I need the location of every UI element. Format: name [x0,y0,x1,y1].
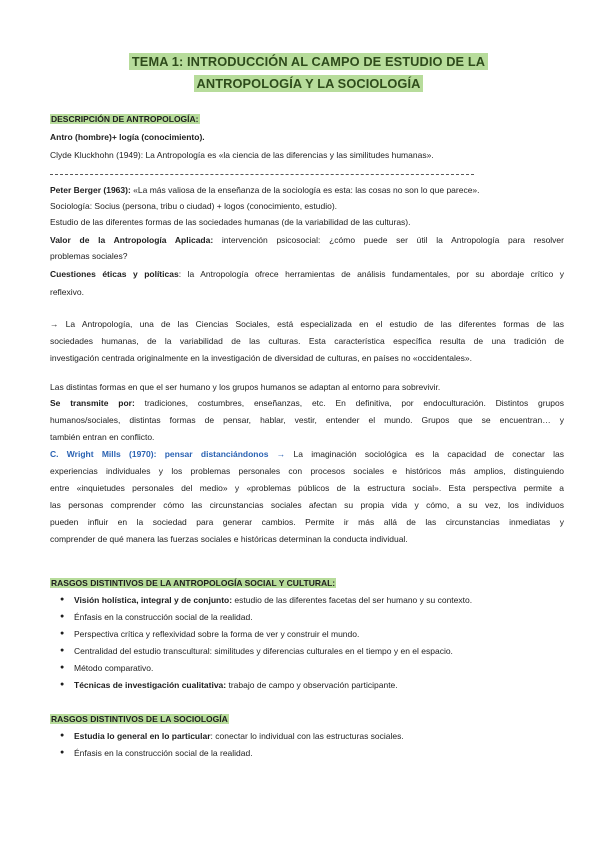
berger-quote: Peter Berger (1963): «La más valiosa de la enseñanza de la sociología es esta: las cosas no son lo que parece». [50,185,480,195]
title-line-1: TEMA 1: INTRODUCCIÓN AL CAMPO DE ESTUDIO DE LA [129,53,488,70]
para1-line-1: → La Antropología, una de las Ciencias Sociales, está especializada en el estudio de las diferentes formas de las [50,319,564,329]
mills-line-1: C. Wright Mills (1970): pensar distanciándonos → La imaginación sociológica es la capacidad de conectar las [50,449,564,459]
para1-line-3: investigación centrada originalmente en la investigación de diversidad de culturas, en países no «occidentales». [50,353,472,363]
para2-line-1: Las distintas formas en que el ser humano y los grupos humanos se adaptan al entorno para sobrevivir. [50,382,441,392]
list-item: ● Énfasis en la construcción social de la realidad. [74,747,564,759]
list-item: ● Método comparativo. [74,662,564,674]
list-item: ● Técnicas de investigación cualitativa: trabajo de campo y observación participante. [74,679,564,691]
valor-line-1: Valor de la Antropología Aplicada: intervención psicosocial: ¿cómo puede ser útil la Antropología para resolver [50,235,564,245]
page-title [108,51,509,95]
list-item: ● Énfasis en la construcción social de la realidad. [74,611,564,623]
section-heading-rasgos-antropologia: RASGOS DISTINTIVOS DE LA ANTROPOLOGÍA SOCIAL Y CULTURAL: [51,578,336,588]
list-item: ● Centralidad del estudio transcultural: similitudes y diferencias culturales en el tiempo y en el espacio. [74,645,564,657]
sociologia-etymology: Sociología: Socius (persona, tribu o ciudad) + logos (conocimiento, estudio). [50,201,338,211]
estudio-line: Estudio de las diferentes formas de las sociedades humanas (de la variabilidad de las culturas). [50,217,411,227]
mills-line-4: las personas comprender cómo las circunstancias sociales afectan su propia vida y cómo, a su vez, los individuos [50,500,564,510]
para2-line-4: también entran en conflicto. [50,432,155,442]
mills-line-6: comprender de qué manera las fuerzas sociales e históricas determinan la conducta individual. [50,534,408,544]
list-item: ● Visión holística, integral y de conjunto: estudio de las diferentes facetas del ser humano y su contexto. [74,594,564,606]
dashed-divider [50,174,474,175]
list-item: ● Perspectiva crítica y reflexividad sobre la forma de ver y construir el mundo. [74,628,564,640]
title-line-2: ANTROPOLOGÍA Y LA SOCIOLOGÍA [194,75,424,92]
list-item: ● Estudia lo general en lo particular: conectar lo individual con las estructuras sociales. [74,730,564,742]
section-heading-descripcion: DESCRIPCIÓN DE ANTROPOLOGÍA: [51,114,199,124]
valor-line-2: problemas sociales? [50,251,128,261]
mills-line-5: pueden influir en la sociedad para generar cambios. Permite ir más allá de las circunstancias inmediatas y [50,517,564,527]
mills-line-2: experiencias individuales y los problemas personales con procesos sociales e históricos más amplios, distinguiendo [50,466,564,476]
etymology-line: Antro (hombre)+ logía (conocimiento). [50,132,205,142]
para1-line-2: sociedades humanas, de la variabilidad de las culturas. Esta característica específica resulta de una tradición de [50,336,564,346]
mills-line-3: entre «inquietudes personales del medio» y «problemas públicos de la estructura social». Esta perspectiva permite a [50,483,564,493]
para2-line-3: humanos/sociales, distintas formas de pensar, hablar, vestir, entender el mundo. Grupos que se encuentran… y [50,415,564,425]
section-heading-rasgos-sociologia: RASGOS DISTINTIVOS DE LA SOCIOLOGÍA [51,714,228,724]
cuestiones-line-2: reflexivo. [50,287,85,297]
cuestiones-line-1: Cuestiones éticas y políticas: la Antropología ofrece herramientas de análisis fundamentales, por su abordaje crítico y [50,269,565,279]
para2-line-2: Se transmite por: tradiciones, costumbres, enseñanzas, etc. En definitiva, por endoculturación. Distintos grupos [50,398,564,408]
kluckhohn-quote: Clyde Kluckhohn (1949): La Antropología es «la ciencia de las diferencias y las similitudes humanas». [50,150,434,160]
